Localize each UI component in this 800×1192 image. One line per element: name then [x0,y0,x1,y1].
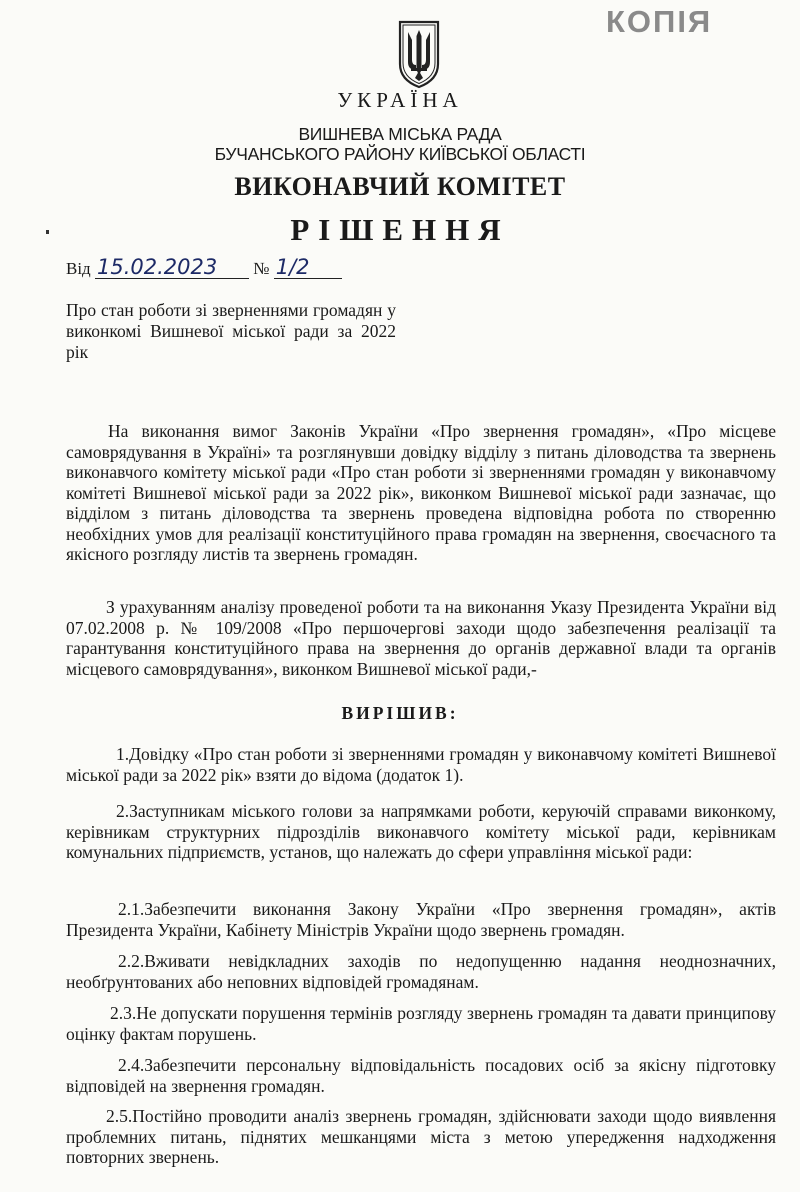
resolved-heading: ВИРІШИВ: [341,703,459,723]
decision-date: 15.02.2023 [95,256,249,279]
resolution-item-2-3: 2.3.Не допускати порушення термінів розгляду звернень громадян та давати принципову оцінку фактам порушень. [66,1003,776,1044]
document-type-heading: РІШЕННЯ [290,212,510,247]
resolution-item-1: 1.Довідку «Про стан роботи зі зверненнями громадян у виконавчому комітеті Вишневої міської ради за 2022 рік» взяти до відома (додаток 1). [66,744,776,785]
council-name-line-2: БУЧАНСЬКОГО РАЙОНУ КИЇВСЬКОЇ ОБЛАСТІ [214,144,586,164]
copy-stamp: КОПІЯ [606,4,713,39]
trident-emblem-icon [396,18,442,90]
council-name [0,124,800,164]
resolution-item-2: 2.Заступникам міського голови за напрямками роботи, керуючій справами виконкому, керівникам структурних підрозділів виконавчого комітету міської ради, керівникам комунальних підприємств, установ, що належать до сфери управління міської ради: [66,801,776,862]
preamble-paragraph-1: На виконання вимог Законів України «Про звернення громадян», «Про місцеве самоврядування в Україні» та розглянувши довідку відділу з питань діловодства та звернень виконавчого комітету міської ради «Про стан роботи зі зверненнями громадян у виконавчому комітеті Вишневої міської ради за 2022 рік», виконком Вишневої міської ради зазначає, що відділом з питань діловодства та звернень проведена відповідна робота по створенню необхідних умов для реалізації конституційного права громадян на звернення, своєчасного та якісного розгляду листів та звернень громадян. [66,421,776,564]
resolution-item-2-2: 2.2.Вживати невідкладних заходів по недопущенню надання неоднозначних, необґрунтованих або неповних відповідей громадянам. [66,951,776,992]
preamble-paragraph-2: З урахуванням аналізу проведеної роботи та на виконання Указу Президента України від 07.02.2008 р. № 109/2008 «Про першочергові заходи щодо забезпечення реалізації та гарантування конституційного права на звернення до органів державної влади та органів місцевого самоврядування», виконком Вишневої міської ради,- [66,597,776,679]
number-label: № [253,259,270,278]
resolution-item-2-5: 2.5.Постійно проводити аналіз звернень громадян, здійснювати заходи щодо виявлення проблемних питань, піднятих мешканцями міста з метою упередження надходження повторних звернень. [66,1106,776,1167]
committee-heading: ВИКОНАВЧИЙ КОМІТЕТ [234,172,566,201]
resolution-item-2-4: 2.4.Забезпечити персональну відповідальність посадових осіб за якісну підготовку відповідей на звернення громадян. [66,1055,776,1096]
council-name-line-1: ВИШНЕВА МІСЬКА РАДА [298,124,502,144]
decision-subject: Про стан роботи зі зверненнями громадян у виконкомі Вишневої міської ради за 2022 рік [66,300,396,362]
date-number-line [66,256,342,279]
country-heading: УКРАЇНА [337,88,463,112]
resolution-item-2-1: 2.1.Забезпечити виконання Закону України «Про звернення громадян», актів Президента України, Кабінету Міністрів України щодо звернень громадян. [66,899,776,940]
date-label: Від [66,259,91,278]
decision-number: 1/2 [274,256,342,279]
scan-speck [46,230,49,234]
